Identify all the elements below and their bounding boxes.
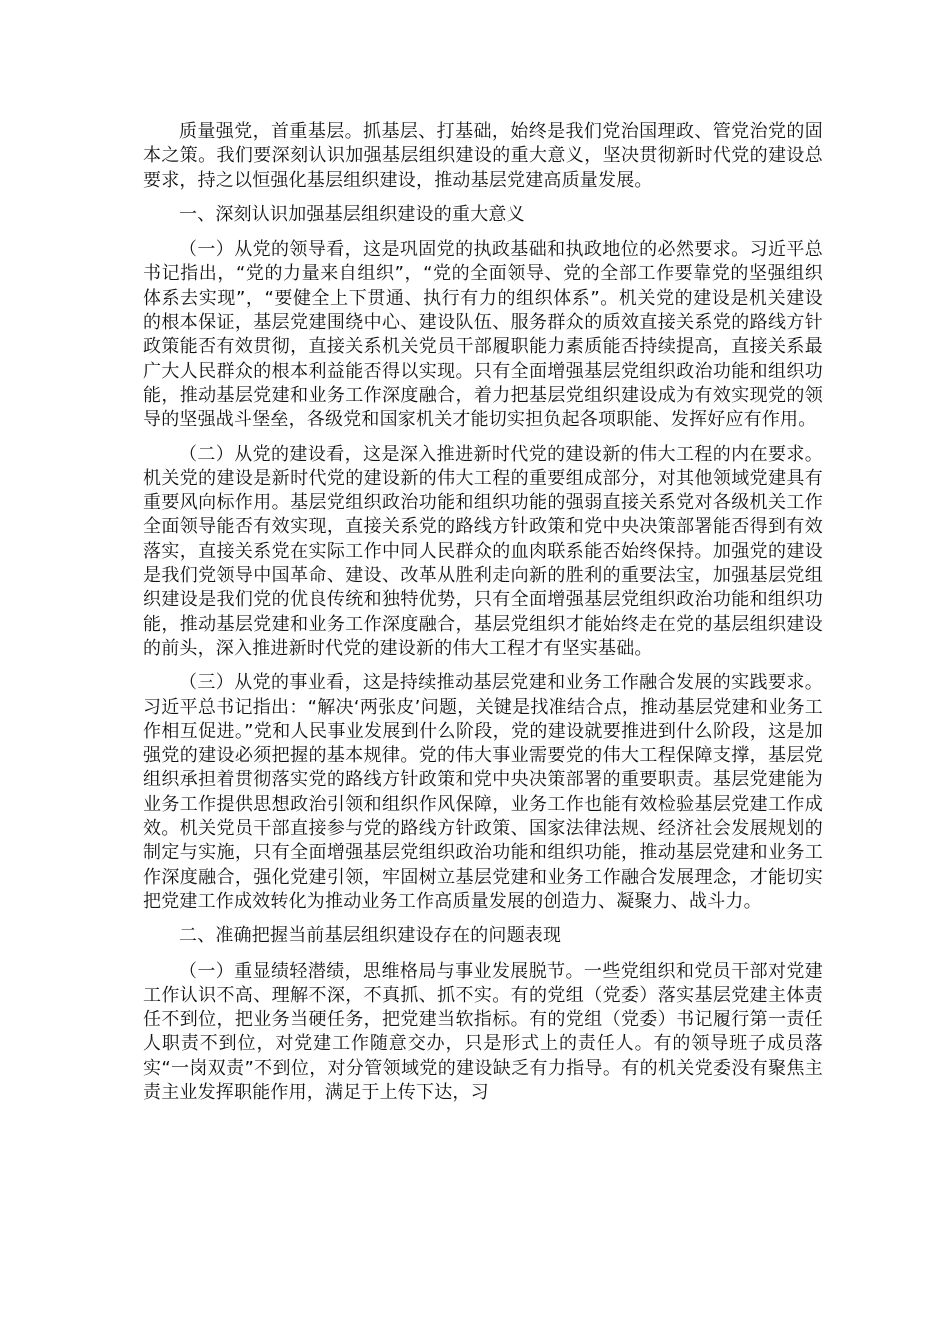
paragraph-1-2: （二）从党的建设看，这是深入推进新时代党的建设新的伟大工程的内在要求。机关党的建设是新时代党的建设新的伟大工程的重要组成部分，对其他领域党建具有重要风向标作用。基层党组织政治功能和组织功能的强弱直接关系党对各级机关工作全面领导能否有效实现，直接关系党的路线方针政策和党中央决策部署能否得到有效落实，直接关系党在实际工作中同人民群众的血肉联系能否始终保持。加强党的建设是我们党领导中国革命、建设、改革从胜利走向新的胜利的重要法宝，加强基层党组织建设是我们党的优良传统和独特优势，只有全面增强基层党组织政治功能和组织功能，推动基层党建和业务工作深度融合，基层党组织才能始终走在党的基层组织建设的前头，深入推进新时代党的建设新的伟大工程才有坚实基础。	[143, 443, 823, 659]
intro-paragraph: 质量强党，首重基层。抓基层、打基础，始终是我们党治国理政、管党治党的固本之策。我们要深刻认识加强基层组织建设的重大意义，坚决贯彻新时代党的建设总要求，持之以恒强化基层组织建设，推动基层党建高质量发展。	[143, 121, 823, 191]
section-heading-1: 一、深刻认识加强基层组织建设的重大意义	[179, 203, 525, 225]
paragraph-1-1: （一）从党的领导看，这是巩固党的执政基础和执政地位的必然要求。习近平总书记指出，“党的力量来自组织”，“党的全面领导、党的全部工作要靠党的坚强组织体系去实现”，“要健全上下贯通、执行有力的组织体系”。机关党的建设是机关建设的根本保证，基层党建围绕中心、建设队伍、服务群众的质效直接关系党的路线方针政策能否有效贯彻，直接关系机关党员干部履职能力素质能否持续提高，直接关系最广大人民群众的根本利益能否得以实现。只有全面增强基层党组织政治功能和组织功能，推动基层党建和业务工作深度融合，着力把基层党组织建设成为有效实现党的领导的坚强战斗堡垒，各级党和国家机关才能切实担负起各项职能、发挥好应有作用。	[143, 239, 823, 431]
document-body	[143, 120, 823, 1115]
paragraph-2-1: （一）重显绩轻潜绩，思维格局与事业发展脱节。一些党组织和党员干部对党建工作认识不高、理解不深，不真抓、抓不实。有的党组（党委）落实基层党建主体责任不到位，把业务当硬任务，把党建当软指标。有的党组（党委）书记履行第一责任人职责不到位，对党建工作随意交办，只是形式上的责任人。有的领导班子成员落实“一岗双责”不到位，对分管领域党的建设缺乏有力指导。有的机关党委没有聚焦主责主业发挥职能作用，满足于上传下达，习	[143, 960, 823, 1103]
paragraph-1-3: （三）从党的事业看，这是持续推动基层党建和业务工作融合发展的实践要求。习近平总书记指出：“解决‘两张皮’问题，关键是找准结合点，推动基层党建和业务工作相互促进。”党和人民事业发展到什么阶段，党的建设就要推进到什么阶段，这是加强党的建设必须把握的基本规律。党的伟大事业需要党的伟大工程保障支撑，基层党组织承担着贯彻落实党的路线方针政策和党中央决策部署的重要职责。基层党建能为业务工作提供思想政治引领和组织作风保障，业务工作也能有效检验基层党建工作成效。机关党员干部直接参与党的路线方针政策、国家法律法规、经济社会发展规划的制定与实施，只有全面增强基层党组织政治功能和组织功能，推动基层党建和业务工作深度融合，强化党建引领，牢固树立基层党建和业务工作融合发展理念，才能切实把党建工作成效转化为推动业务工作高质量发展的创造力、凝聚力、战斗力。	[143, 672, 823, 912]
section-heading-2: 二、准确把握当前基层组织建设存在的问题表现	[179, 925, 562, 947]
